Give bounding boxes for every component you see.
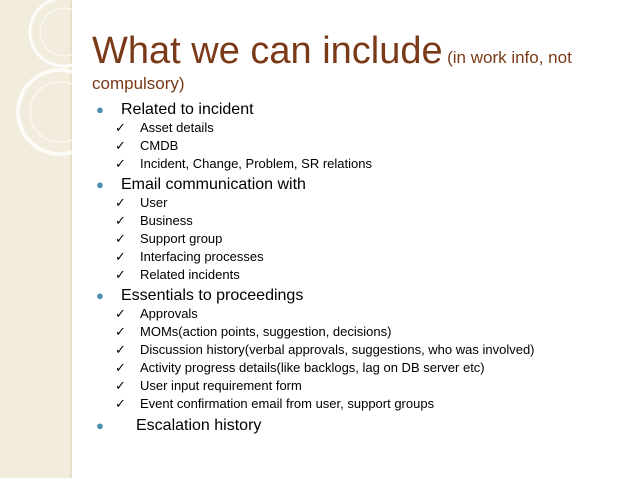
checkmark-icon: ✓ [115,156,126,171]
section-email-communication [96,175,626,194]
checkmark-icon: ✓ [115,324,126,339]
bullet-list [96,98,626,435]
checkmark-icon: ✓ [115,342,126,357]
checkmark-icon: ✓ [115,213,126,228]
section-essentials-to-proceedings [96,286,626,305]
round-bullet-icon: ● [96,288,104,303]
list-item: ✓ Asset details [115,120,214,135]
round-bullet-icon: ● [96,177,104,192]
list-item: ✓ Interfacing processes [115,249,264,264]
checkmark-icon: ✓ [115,195,126,210]
list-item: ✓ MOMs(action points, suggestion, decisions) [115,324,392,339]
list-item: ✓ User input requirement form [115,378,302,393]
list-item: ✓ CMDB [115,138,179,153]
checkmark-icon: ✓ [115,306,126,321]
round-bullet-icon: ● [96,418,104,433]
list-item: ✓ Approvals [115,306,198,321]
list-item: ✓ Support group [115,231,223,246]
section-label: Escalation history [136,417,262,434]
list-item: ✓ Business [115,213,193,228]
slide-title [92,30,622,94]
section-escalation-history [96,416,626,435]
section-related-to-incident [96,100,626,119]
list-item: ✓ Activity progress details(like backlogs, lag on DB server etc) [115,360,485,375]
list-item: ✓ User [115,195,168,210]
checkmark-icon: ✓ [115,396,126,411]
checkmark-icon: ✓ [115,231,126,246]
list-item: ✓ Incident, Change, Problem, SR relations [115,156,372,171]
checkmark-icon: ✓ [115,360,126,375]
title-subtitle-inline: (in work info, not [447,48,572,67]
checkmark-icon: ✓ [115,378,126,393]
section-label: Related to incident [121,101,254,118]
checkmark-icon: ✓ [115,267,126,282]
list-item: ✓ Related incidents [115,267,240,282]
checkmark-icon: ✓ [115,138,126,153]
section-label: Email communication with [121,176,306,193]
title-main: What we can include [92,30,443,72]
checkmark-icon: ✓ [115,120,126,135]
list-item: ✓ Discussion history(verbal approvals, suggestions, who was involved) [115,342,535,357]
checkmark-icon: ✓ [115,249,126,264]
section-label: Essentials to proceedings [121,287,304,304]
round-bullet-icon: ● [96,102,104,117]
list-item: ✓ Event confirmation email from user, support groups [115,396,435,411]
title-subtitle-wrap: compulsory) [92,73,185,93]
